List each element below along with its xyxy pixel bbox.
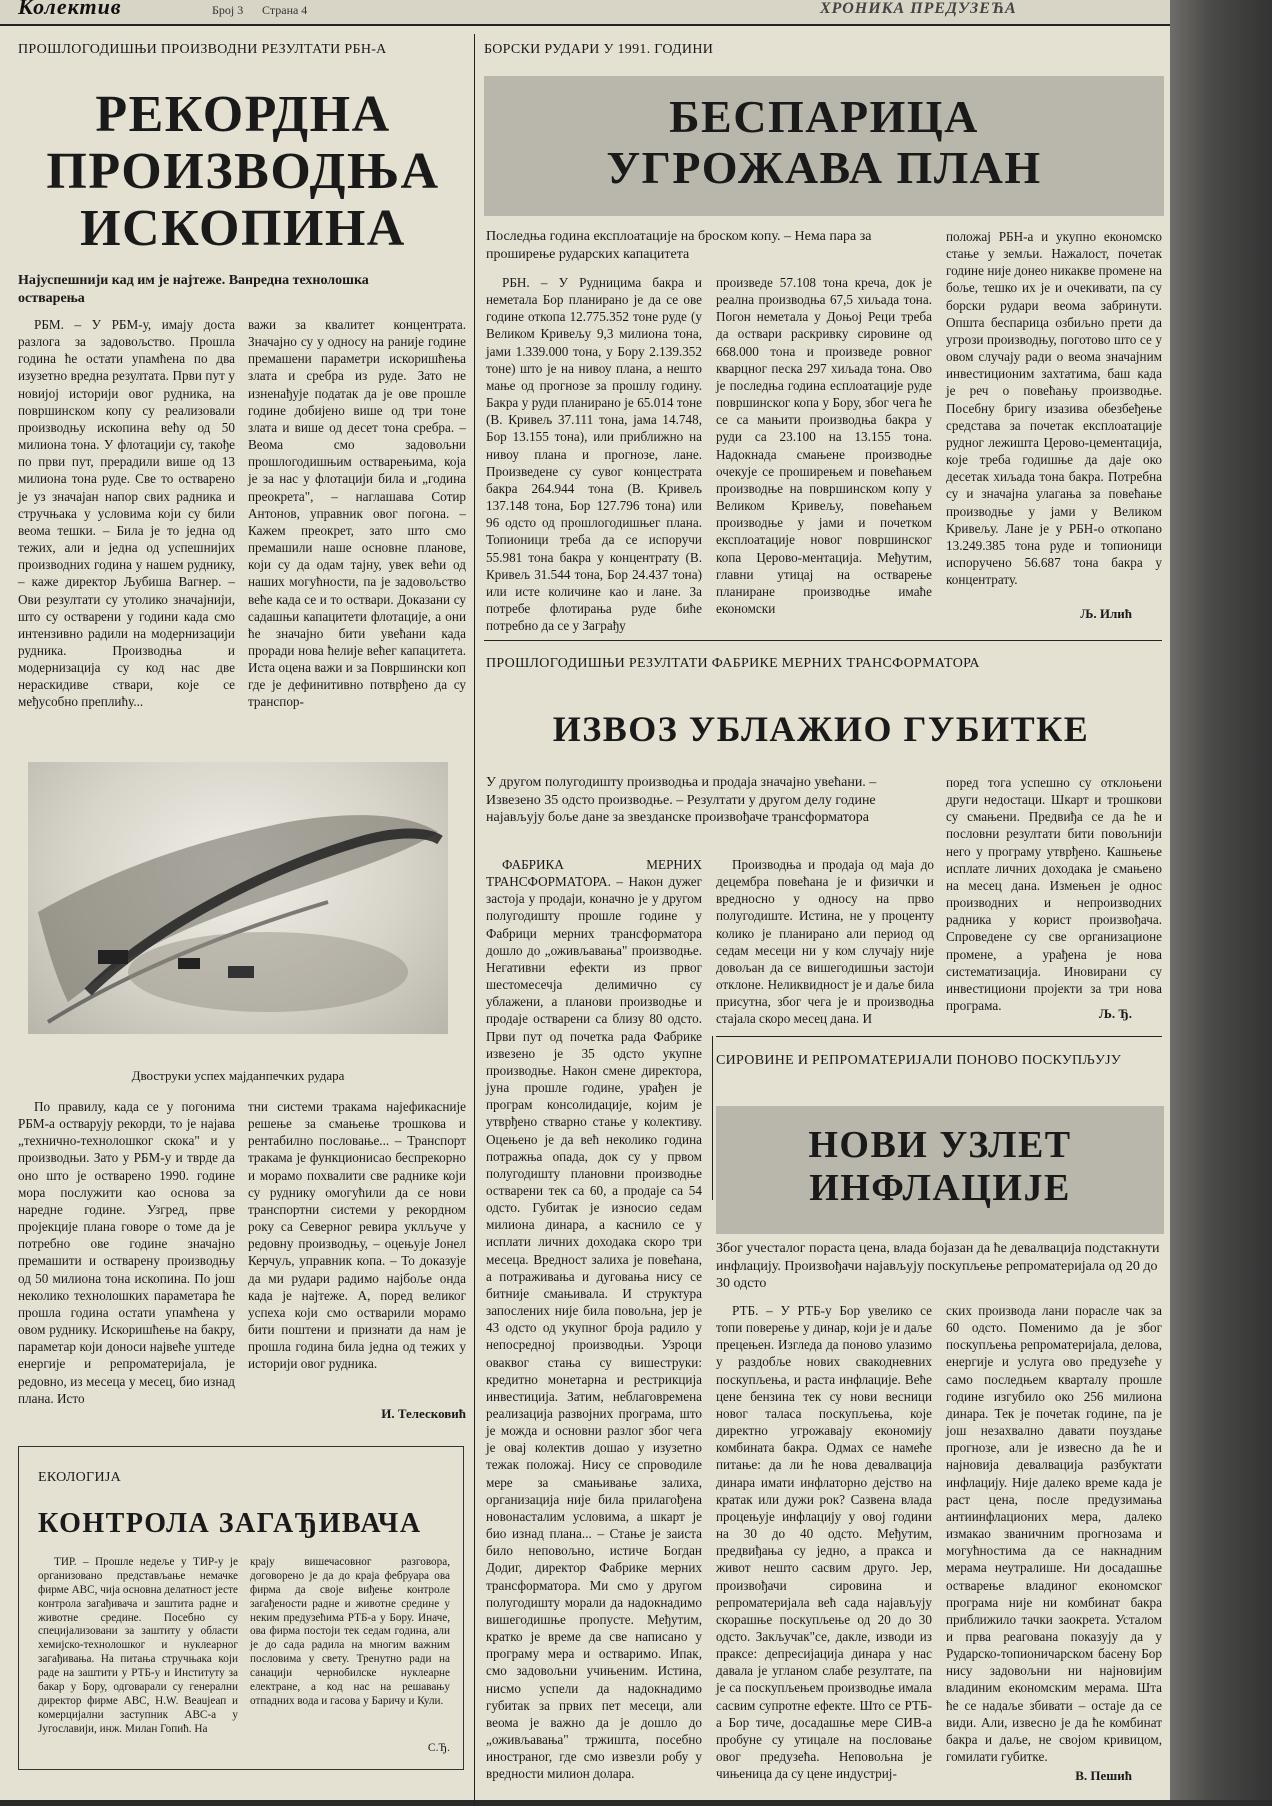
headline-line: БЕСПАРИЦА	[669, 91, 979, 142]
article1-column-4	[248, 1098, 466, 1398]
paragraph: поред тога успешно су отклоњени други недостаци. Шкарт и трошкови су смањени. Предвиђа се да ће и пословни резултати бити повољнији него у програму утврђено. Кашњење исплате личних доходака је смањено на месец дана. Измењен је однос производних и непроизводних радника у корист произвођача. Спроведене су све организационе промене, а урађена је нова систематизација. Иновирани су инвестициони пројекти за три нова програма.	[946, 775, 1162, 1014]
article2-kicker: БОРСКИ РУДАРИ У 1991. ГОДИНИ	[484, 42, 714, 57]
article2-column-1	[486, 274, 702, 634]
article3-lead: У другом полугодишту производња и продаја значајно увећани. – Извезено 35 одсто производње. – Резултати у другом делу године најављују боље дане за звезданске произвођаче трансформатора	[486, 775, 877, 825]
article1-column-1	[18, 316, 235, 720]
headline-line: ИСКОПИНА	[80, 200, 406, 258]
article4-column-2	[946, 1302, 1162, 1765]
paragraph: важи за квалитет концентрата. Значајно су у односу на раније године премашени параметри искоришћења злата и сребра из руде. Зато не изненађује податак да је ове прошле године добијено више од три тоне злата и више од десет тона сребра. – Веома смо задовољни прошлогодишњим остварењима, која је за нас у флотацији била и „година преокрета", – наглашава Сотир Антонов, управник овог погона. – Кажем преокрет, зато што смо премашили наше основне планове, који су да одам тајну, увек већи од наших могућности, па је задовољство веће када се и то оствари. Доказани су садашњи капацитети флотације, а они ће значајно бити увећани када проради нова ћелије већег капацитета. Иста оцена важи и за Површински коп где је дефинитивно потврђено да су транспор-	[248, 317, 466, 710]
article3-signature: Љ. Ђ.	[1098, 1006, 1132, 1021]
column-divider	[712, 1036, 713, 1200]
paragraph: РТБ. – У РТБ-у Бор увелико се топи поверење у динар, који је и даље прецењен. Изгледа да поново улазимо у раздобље нових свакодневних поскупљења, и раста инфлације. Веће цене бензина тек су нови весници новог таласа поскупљења, које директно угрожавају економију комбината бакра. Одмах се намеће питање: да ли ће нова девалвација динара имати инфлаторно дејство на кратак или дужи рок? Сазвена влада процењује инфлацију у овој години на 30 до 40 одсто. Међутим, предвиђања су једно, а пракса и живот нешто сасвим друго. Јер, произвођачи сировина и репроматеријала већ сада најављују скорашње поскупљење од 20 до 30 одсто. Закључак"се, дакле, изводи из праксе: депресијација динара у нас давала је угланом слабе резултате, па је са поскупљењем производње имала сасвим супротне ефекте. Што се РТБ-а Бор тиче, досадашње мере СИВ-а пробуне су утицале на пословање овог предузећа. Неповољна је чињеница да су цене индустриј-	[716, 1303, 932, 1782]
paragraph: РБН. – У Рудницима бакра и неметала Бор планирано је да се ове године откопа 12.775.352 тоне руде (у Великом Кривељу 9,3 милиона тона, јами 1.339.000 тона, у Бору 2.139.352 тоне) што је на нивоу плана, а нешто мање од прогнозе за прошлу годину. Бакра у руди планирано је 65.014 тоне (В. Кривељ 37.111 тона, јама 14.748, Бор 13.155 тона), или приближно на нивоу плана и прогнозе, лане. Произведене су сувог концестрата бакра 264.944 тона (В. Кривељ 137.148 тона, Бор 127.796 тона) или 96 одсто од прошлогодишњег плана. Топионици треба да се испоручи 55.981 тона бакра у концентрату (В. Кривељ 31.544 тона, Бор 24.437 тона) или исте количине као и лане. За потребе флотирања руде биће потребно да се у Заграђу	[486, 275, 702, 634]
paragraph: РБМ. – У РБМ-у, имају доста разлога за задовољство. Прошла година ће остати упамћена по два изузетно вредна резултата. Први пут у новијој историји овог рудника, на површинском копу су реализовали производњу ископина већу од 50 милиона тона. У флотацији су, такође по први пут, прерадили више од 13 милиона тона руде. Све то остварено је уз значајан напор свих радника и стручњака у условима који су били веома тешки. – Била је то једна од тежих, али и једна од успешнијих производних година у нашем руднику, – каже директор Љубиша Вагнер. – Ови резултати су утолико значајнији, што су остварени у години када смо интензивно радили на модернизацији рудника. Производња и модернизација су код нас две нераскидиве ствари, које се међусобно преплићу...	[18, 317, 235, 710]
ecology-signature: С.Ђ.	[427, 1742, 450, 1754]
article4-signature: В. Пешић	[1075, 1768, 1132, 1783]
issue-number: Број 3	[212, 3, 244, 17]
headline-line: РЕКОРДНА	[95, 86, 391, 143]
article2-headline	[484, 92, 1164, 193]
article1-lead: Најуспешнији кад им је најтеже. Ванредна технолошка остварења	[18, 273, 369, 306]
newspaper-logo: Колектив	[18, 0, 122, 19]
article4-column-1	[716, 1302, 932, 1786]
article3-column-2	[716, 856, 934, 1027]
article3-column-1	[486, 856, 702, 1782]
photo-caption: Двоструки успех мајданпечких рудара	[131, 1068, 345, 1083]
mine-photo	[28, 762, 448, 1034]
paragraph: ских производа лани порасле чак за 60 одсто. Поменимо да је због поскупљења репроматеријала, делова, енергије и услуга ово предузеће у само последњем кварталу прошле године изгубило око 256 милиона динара. Тек је почетак године, па је још незахвално давати поуздање прогнозе, али је извесно да ће и најновија девалвација разбуктати инфлацију. Није далеко време када је раст цена, после предузимања антиинфлационих мера, далеко измакао званичним прогнозама и могућностима да се накнадним мерама неутралише. Ни досадашње остварење владиног економског програма није ни комбинат бакра приближило тачки заокрета. Усталом и прва реагована показују да у Рударско-топионичарском басену Бор нису задовољни ни најновијим владиним економским мерама. Шта ће се надаље збивати – остаје да се види. Али, извесно је да ће комбинат бакра и даље, не својом кривицом, гомилати губитке.	[946, 1303, 1162, 1765]
adjacent-page-edge	[1170, 0, 1272, 1800]
article3-headline: ИЗВОЗ УБЛАЖИО ГУБИТКЕ	[552, 709, 1090, 749]
page-number: Страна 4	[262, 3, 308, 17]
article1-column-3	[18, 1098, 235, 1420]
paragraph: ТИР. – Прошле недеље у ТИР-у је организовано представљање немачке фирме АВС, чија основна делатност јесте контрола загађивача и заштита радне и животне средине. Посебно су специјализовани за заштиту у области хемијско-технолошког и нуклеарног загађивања. На питања стручњака који раде на заштити у РТБ-у и Институту за бакар у Бору, одговарали су генерални директор фирме АВС, Н.W. Веаujеап и комерцијални заступник АВС-а у Југославији, инж. Милан Гопић. На	[38, 1556, 238, 1735]
article4-kicker: СИРОВИНЕ И РЕПРОМАТЕРИЈАЛИ ПОНОВО ПОСКУПЉУЈУ	[716, 1053, 1122, 1068]
ecology-column-2	[250, 1556, 450, 1740]
article1-kicker: ПРОШЛОГОДИШЊИ ПРОИЗВОДНИ РЕЗУЛТАТИ РБН-А	[18, 42, 387, 57]
article4-headline	[716, 1124, 1164, 1209]
article2-signature: Љ. Илић	[1080, 606, 1132, 621]
article1-signature: И. Телесковић	[381, 1406, 466, 1421]
ecology-kicker: ЕКОЛОГИЈА	[38, 1470, 122, 1485]
paragraph: крају вишечасовног разговора, договорено је да до краја фебруара ова фирма да своје виђење контроле загађености радне и животне средине у неким предузећима РТБ-а у Бору. Иначе, ова фирма постоји тек седам година, али је до сада радила на многим важним пословима у свету. Тренутно ради на санацији чернобилске нуклеарне електране, а код нас на решавању отпадних вода и гасова у Баричу и Кули.	[250, 1556, 450, 1707]
article2-column-3	[946, 228, 1162, 600]
section-label: ХРОНИКА ПРЕДУЗЕЋА	[820, 0, 1017, 17]
paragraph: положај РБН-а и укупно економско стање у земљи. Нажалост, почетак године није донео никакве промене на боље, тешко их је и очекивати, па су борски рудари веома забринути. Општа беспарица озбиљно прети да угрози производњу, поготово што се у овом случају ради о веома значајним инвестиционим захтатима, баш када је реч о повећању производње. Посебну бригу изазива обезбеђење средстава за почетак експлоатације рудног лежишта Церово-цементација, које треба годишње да даје око десетак хиљада тона бакра. Потребна су и значајна улагања за повећање производње у јами у Великом Кривељу. Лане је у РБН-о откопано 13.249.385 тона руде и топионици испоручено 56.687 тона бакра у концентрату.	[946, 229, 1162, 588]
mine-road-illustration	[28, 762, 448, 1034]
headline-line: УГРОЖАВА ПЛАН	[606, 141, 1042, 193]
article1-headline	[18, 86, 468, 258]
headline-line: ПРОИЗВОДЊА	[46, 143, 440, 201]
article3-kicker: ПРОШЛОГОДИШЊИ РЕЗУЛТАТИ ФАБРИКЕ МЕРНИХ ТРАНСФОРМАТОРА	[486, 656, 980, 671]
article2-column-2	[716, 274, 932, 626]
paragraph: Производња и продаја од маја до децембра повећана је и физички и вредносно у односу на прво полугодиште. Истина, не у проценту колико је планирано али период од седам месеци ни у ком случају није довољан да се вишегодишњи застоји отклоне. Неликвидност је и даље била присутна, због чега је и производња стајала скоро месец дана. И	[716, 857, 934, 1027]
paragraph: произведе 57.108 тона креча, док је реална производња 67,5 хиљада тона. Погон неметала у Доњој Реци треба да оствари раскривку сировине од 668.000 тона и произведе ровног кварцног песка 297 хиљада тона. Ово је последња година есплоатације руде површинског копа у Бору, због чега ће се са мањити производња бакра у руди са 23.100 на 13.155 тона. Надокнада смањене производње очекује се проширењем и повећањем производње на површинском копу у Великом Кривељу, повећањем производње у јами и почетком експлоатације новог површинског копа Церово-ментација. Међутим, главни утицај на остварење планиране производње имаће економски	[716, 275, 932, 616]
headline-line: ИНФЛАЦИЈЕ	[809, 1166, 1071, 1209]
headline-line: НОВИ УЗЛЕТ	[808, 1124, 1072, 1166]
article4-lead: Због учесталог пораста цена, влада бојазан да ће девалвација подстакнути инфлацију. Произвођачи најављују поскупљење репроматеријала од 20 до 30 одсто	[716, 1241, 1160, 1291]
article1-column-2	[248, 316, 466, 720]
paragraph: По правилу, када се у погонима РБМ-а остварују рекорди, то је најава „технично-технолошког скока" и у производњи. Зато у РБМ-у и тврде да оно што је остварено 1990. године мора послужити као основа за наредне године. Узгред, прве пројекције плана говоре о томе да је потребно ове године значајно премашити и остварену производњу од 50 милиона тона ископина. По још неколико технолошких параметара ће прошла година остати упамћена у овом руднику. Искоришћење на бакру, параметар који доноси највеће уштеде енергије и репроматеријала, је редовно, из месеца у месец, био изнад плана. Исто	[18, 1099, 235, 1406]
section-divider	[484, 640, 1162, 641]
paragraph: тни системи тракама најефикасније решење за смањење трошкова и рентабилно пословање... – Транспорт тракама је функционисао беспрекорно и морамо похвалити све раднике који су руднику омогућили да се нови транспортни системи у рекордном року са Северног ревира уклључе у редовну производњу, – оцењује Јонел Керчуљ, управник копа. – То доказује да ми рудари радимо најбоље онда када је најтеже. А, поред великог успеха који смо остварили морамо бити поштени и признати да нам је прошла година била једна од тежих у историји овог рудника.	[248, 1099, 466, 1372]
paragraph: ФАБРИКА МЕРНИХ ТРАНСФОРМАТОРА. – Након дужег застоја у продаји, коначно је у другом полугодишту прошле године у Фабрици мерних трансформатора дошло до „оживљавања" производње. Негативни ефекти из првог шестомесечја делимично су ублажени, а планови производње и продаје остварени са близу 80 одсто. Први пут од почетка рада Фабрике извезено је 35 одсто укупне производње. Након смене директора, јуна прошле године, урађен је програм консолидације, којим је утврђено стварно стање у колективу. Оцењено је да већ неколико година потражња опада, док су у првом полугодишту плановни производње остварени тек са 60, а продаје са 54 одсто. Губитак је износио седам милиона динара, а каснило се у исплати личних доходака скоро три месеца. Вредност залиха је повећана, а потраживања и дуговања нису се битније смањивала. И структура запослених није била повољна, јер је 43 одсто од укупног броја радило у непосредној производњи. Узроци оваквог стања су вишеструки: кредитно монетарна и рестрикција инвестиција. Затим, неблаговремена реализација развојних програма, што је можда и основни разлог због чега је овај колектив дошао у изузетно тежак положај. Нису се спроводиле мере за смањивање залиха, организација није била прилагођена новонасталим условима, а шкарт је био изнад плана... – Стање је заиста било неповољно, истиче Богдан Додиг, директор Фабрике мерних трансформатора. Ми смо у другом полугодишту морали да надокнадимо вишегодишње пропусте. Међутим, кратко је време да све написано у програму мера и остваримо. Ипак, смо задовољни учињеним. Истина, нисмо успели да надокнадимо губитак за првих пет месеци, али веома је важно да је дошло до „оживљавања" тржишта, посебно иностраног, где смо извезли робу у вредности милион долара.	[486, 857, 702, 1782]
ecology-column-1	[38, 1556, 238, 1764]
column-divider	[474, 34, 475, 1806]
section-divider	[716, 1036, 1162, 1037]
article2-lead: Последња година експлоатације на броском копу. – Нема пара за проширење рударских капацитета	[486, 229, 872, 262]
masthead	[0, 0, 1170, 26]
ecology-headline: КОНТРОЛА ЗАГАЂИВАЧА	[38, 1508, 422, 1539]
